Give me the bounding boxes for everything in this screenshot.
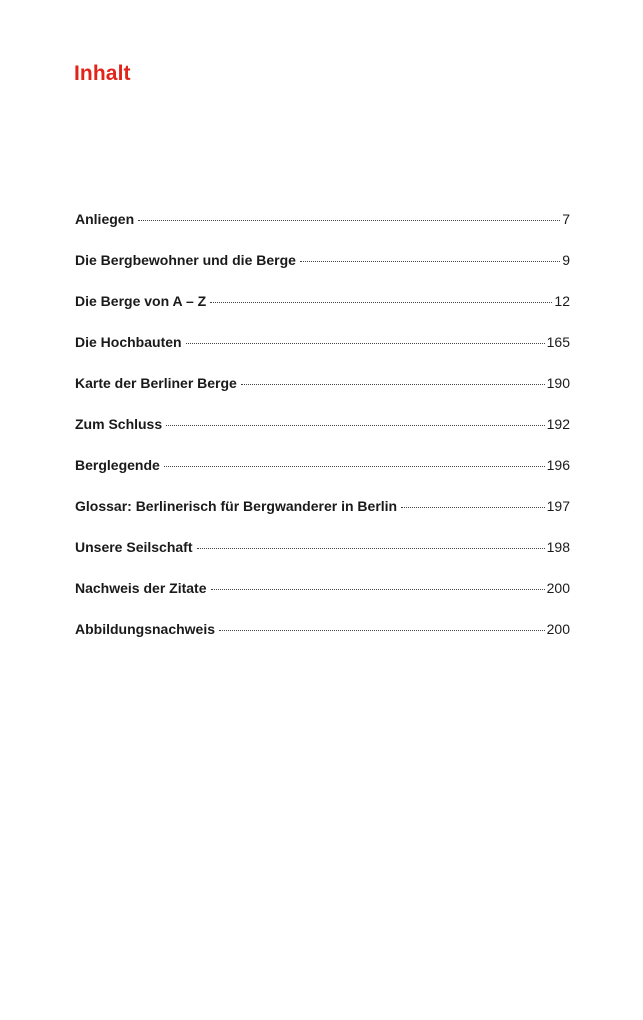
toc-entry-page: 196 [546, 457, 570, 473]
toc-dot-leader [166, 425, 545, 426]
toc-entry[interactable] [75, 334, 570, 375]
toc-entry-page: 165 [546, 334, 570, 350]
toc-entry-title: Glossar: Berlinerisch für Bergwanderer in Berlin [75, 498, 398, 514]
toc-entry-page: 9 [562, 252, 570, 268]
toc-entry[interactable] [75, 621, 570, 662]
toc-entry-title: Berglegende [75, 457, 160, 473]
toc-entry-title: Abbildungsnachweis [75, 621, 216, 637]
toc-entry-title: Karte der Berliner Berge [75, 375, 237, 391]
toc-entry-title: Zum Schluss [75, 416, 163, 432]
page-title: Inhalt [74, 62, 131, 85]
toc-entry[interactable] [75, 375, 570, 416]
toc-dot-leader [241, 384, 545, 385]
toc-entry-page: 200 [546, 580, 570, 596]
toc-dot-leader [197, 548, 545, 549]
toc-dot-leader [211, 589, 545, 590]
toc-dot-leader [138, 220, 560, 221]
toc-dot-leader [210, 302, 552, 303]
table-of-contents [75, 211, 570, 662]
toc-entry-title: Anliegen [75, 211, 135, 227]
toc-entry[interactable] [75, 457, 570, 498]
toc-dot-leader [401, 507, 545, 508]
toc-entry-page: 190 [546, 375, 570, 391]
toc-entry-title: Nachweis der Zitate [75, 580, 207, 596]
toc-entry[interactable] [75, 252, 570, 293]
toc-dot-leader [219, 630, 545, 631]
toc-entry-title: Die Berge von A – Z [75, 293, 207, 309]
toc-entry[interactable] [75, 498, 570, 539]
toc-entry[interactable] [75, 416, 570, 457]
toc-entry[interactable] [75, 293, 570, 334]
toc-entry-page: 12 [554, 293, 570, 309]
toc-entry-page: 198 [546, 539, 570, 555]
toc-entry-page: 197 [546, 498, 570, 514]
toc-entry-page: 192 [546, 416, 570, 432]
toc-entry-page: 200 [546, 621, 570, 637]
toc-dot-leader [300, 261, 560, 262]
toc-entry[interactable] [75, 539, 570, 580]
toc-entry[interactable] [75, 580, 570, 621]
toc-entry-title: Unsere Seilschaft [75, 539, 193, 555]
toc-entry[interactable] [75, 211, 570, 252]
toc-dot-leader [186, 343, 545, 344]
toc-entry-title: Die Bergbewohner und die Berge [75, 252, 296, 268]
toc-entry-title: Die Hochbauten [75, 334, 182, 350]
toc-entry-page: 7 [562, 211, 570, 227]
toc-dot-leader [164, 466, 545, 467]
